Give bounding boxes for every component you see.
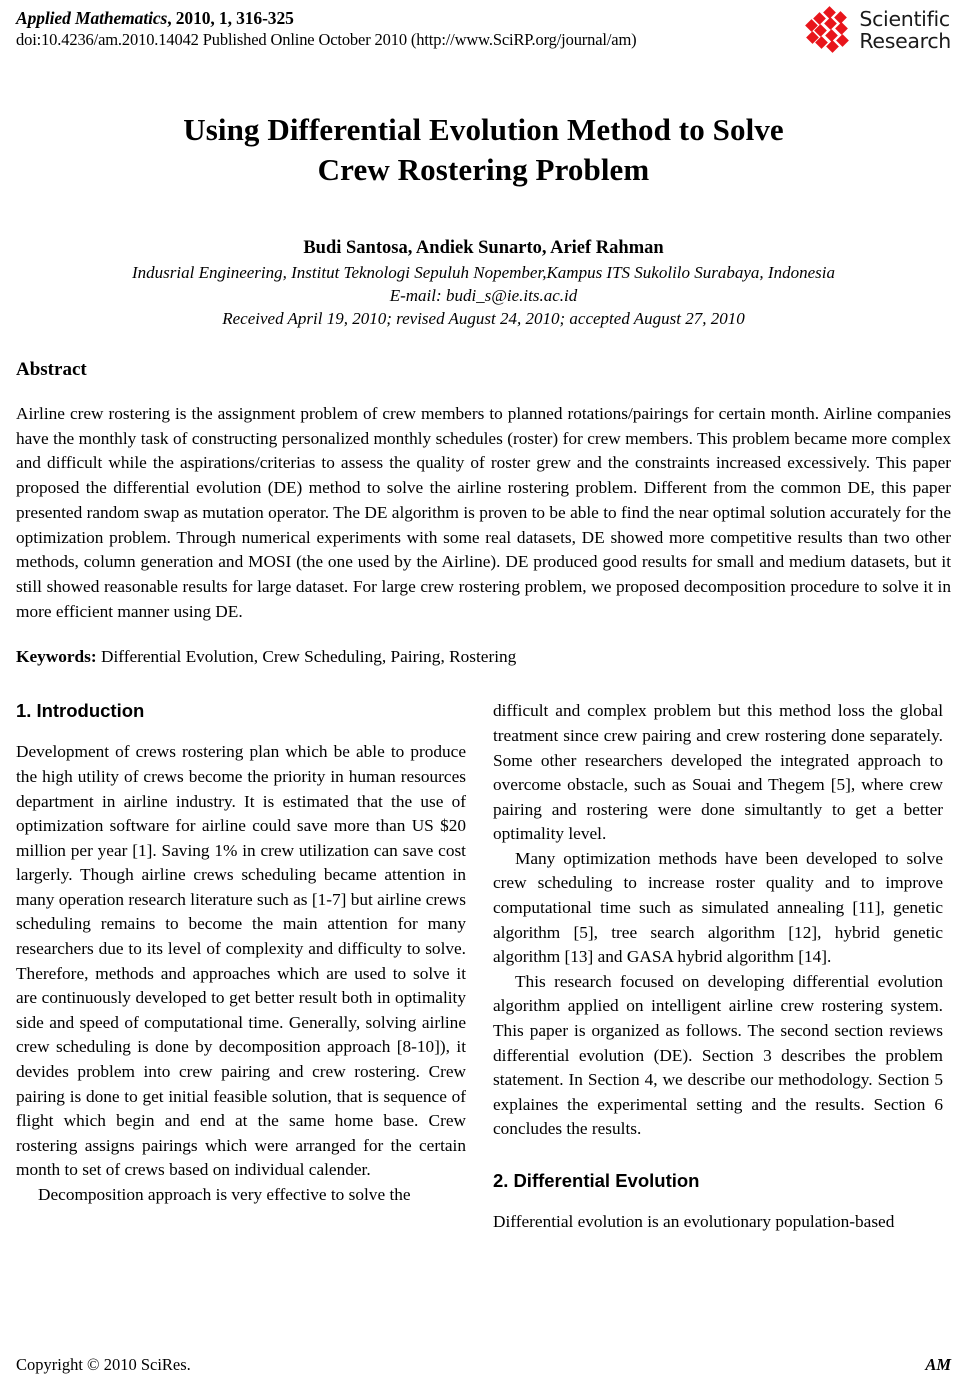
keywords-label: Keywords:	[16, 647, 97, 667]
keywords-line	[16, 645, 951, 669]
section-number-1: 1.	[16, 700, 32, 722]
intro-paragraph-2-part-b: difficult and complex problem but this method loss the global treatment since crew pairing and crew rostering done separately. Some other researchers developed the integrated approach to overcome obstacle, such as Souai and Thegem [5], where crew pairing and rostering were done simultantly to get a better optimality level.	[493, 701, 943, 844]
author-affiliation: Indusrial Engineering, Institut Teknologi Sepuluh Nopember,Kampus ITS Sukolilo Surabaya, Indonesia	[132, 263, 835, 282]
doi-line: doi:10.4236/am.2010.14042 Published Online October 2010 (http://www.SciRP.org/journal/am)	[16, 30, 637, 49]
section-number-2: 2.	[493, 1170, 509, 1192]
logo-wordmark	[859, 8, 951, 52]
section-title-introduction: Introduction	[36, 700, 145, 722]
email-address[interactable]: budi_s@ie.its.ac.id	[445, 286, 578, 305]
paper-title	[16, 110, 951, 190]
abstract-text: Airline crew rostering is the assignment problem of crew members to planned rotations/pairings for certain month. Airline companies have the monthly task of constructing personalized monthly schedules (roster) for crew members. This problem became more complex and difficult while the aspirations/criterias to assess the quality of roster grew and the constraints increased excessively. This paper proposed the differential evolution (DE) method to solve the airline rostering problem. Different from the common DE, this paper presented random swap as mutation operator. The DE algorithm is proven to be able to find the near optimal solution accurately for the optimization problem. Through numerical experiments with some real datasets, DE showed more competitive results than two other methods, column generation and MOSI (the one used by the Airline). DE produced good results for small and medium datasets, but it still showed reasonable results for large dataset. For large crew rostering problem, we proposed decomposition procedure to solve it in more efficient manner using DE.	[16, 404, 951, 621]
page-footer	[16, 1355, 951, 1375]
running-head	[16, 8, 951, 64]
intro-paragraph-3: Many optimization methods have been developed to solve crew scheduling to increase roster quality and to improve computational time such as simulated annealing [11], genetic algorithm [5], tree search algorithm [12], hybrid genetic algorithm [13] and GASA hybrid algorithm [14].	[493, 848, 943, 967]
column-left	[16, 699, 466, 1234]
logo-line-1: Scientific	[859, 7, 950, 31]
scientific-research-logo	[807, 8, 951, 52]
copyright-notice: Copyright © 2010 SciRes.	[16, 1355, 191, 1374]
section-heading-differential-evolution	[493, 1169, 943, 1193]
author-names: Budi Santosa, Andiek Sunarto, Arief Rahman	[303, 238, 664, 258]
section-heading-introduction	[16, 699, 466, 723]
submission-dates: Received April 19, 2010; revised August 24, 2010; accepted August 27, 2010	[222, 309, 745, 328]
title-line-1: Using Differential Evolution Method to Solve	[183, 112, 784, 147]
section-title-differential-evolution: Differential Evolution	[513, 1170, 700, 1192]
body-columns	[16, 699, 951, 1234]
logo-line-2: Research	[859, 29, 951, 53]
journal-volume-info: , 2010, 1, 316-325	[167, 8, 294, 28]
title-line-2: Crew Rostering Problem	[317, 152, 650, 187]
journal-abbreviation: AM	[925, 1355, 951, 1374]
diamond-grid-icon	[807, 8, 853, 52]
abstract-heading: Abstract	[16, 359, 87, 380]
journal-name: Applied Mathematics	[16, 8, 168, 28]
intro-paragraph-4: This research focused on developing differential evolution algorithm applied on intelligent airline crew rostering system. This paper is organized as follows. The second section reviews differential evolution (DE). Section 3 describes the problem statement. In Section 4, we describe our methodology. Section 5 explaines the experimental setting and the results. Section 6 concludes the results.	[493, 971, 943, 1139]
intro-paragraph-2-part-a: Decomposition approach is very effective to solve the	[38, 1185, 411, 1205]
author-block	[16, 236, 951, 330]
intro-paragraph-1: Development of crews rostering plan which be able to produce the high utility of crews become the priority in human resources department in airline industry. It is estimated that the use of optimization software for airline could save more than US $20 million per year [1]. Saving 1% in crew utilization can save cost largerly. Though airline crews scheduling became attention in many operation research literature such as [1-7] but airline crews scheduling remains to become the main attention for many researchers due to its level of complexity and difficulty to solve. Therefore, methods and approaches which are used to solve it are continuously developed to get better result both in optimality side and speed of computational time. Generally, solving airline crew scheduling is done by decomposition approach [8-10]), it devides problem into crew pairing and crew rostering. Crew pairing is done to get initial feasible solution, that is sequence of flight which begin and end at the same home base. Crew rostering assigns pairings which were arranged for the certain month to set of crews based on individual calender.	[16, 742, 466, 1180]
column-right	[493, 699, 943, 1234]
author-email-line: E-mail: budi_s@ie.its.ac.id	[389, 286, 578, 305]
keywords-values: Differential Evolution, Crew Scheduling, Pairing, Rostering	[100, 647, 517, 667]
de-paragraph-1: Differential evolution is an evolutionary population-based	[493, 1212, 895, 1232]
email-label: E-mail	[389, 286, 437, 305]
